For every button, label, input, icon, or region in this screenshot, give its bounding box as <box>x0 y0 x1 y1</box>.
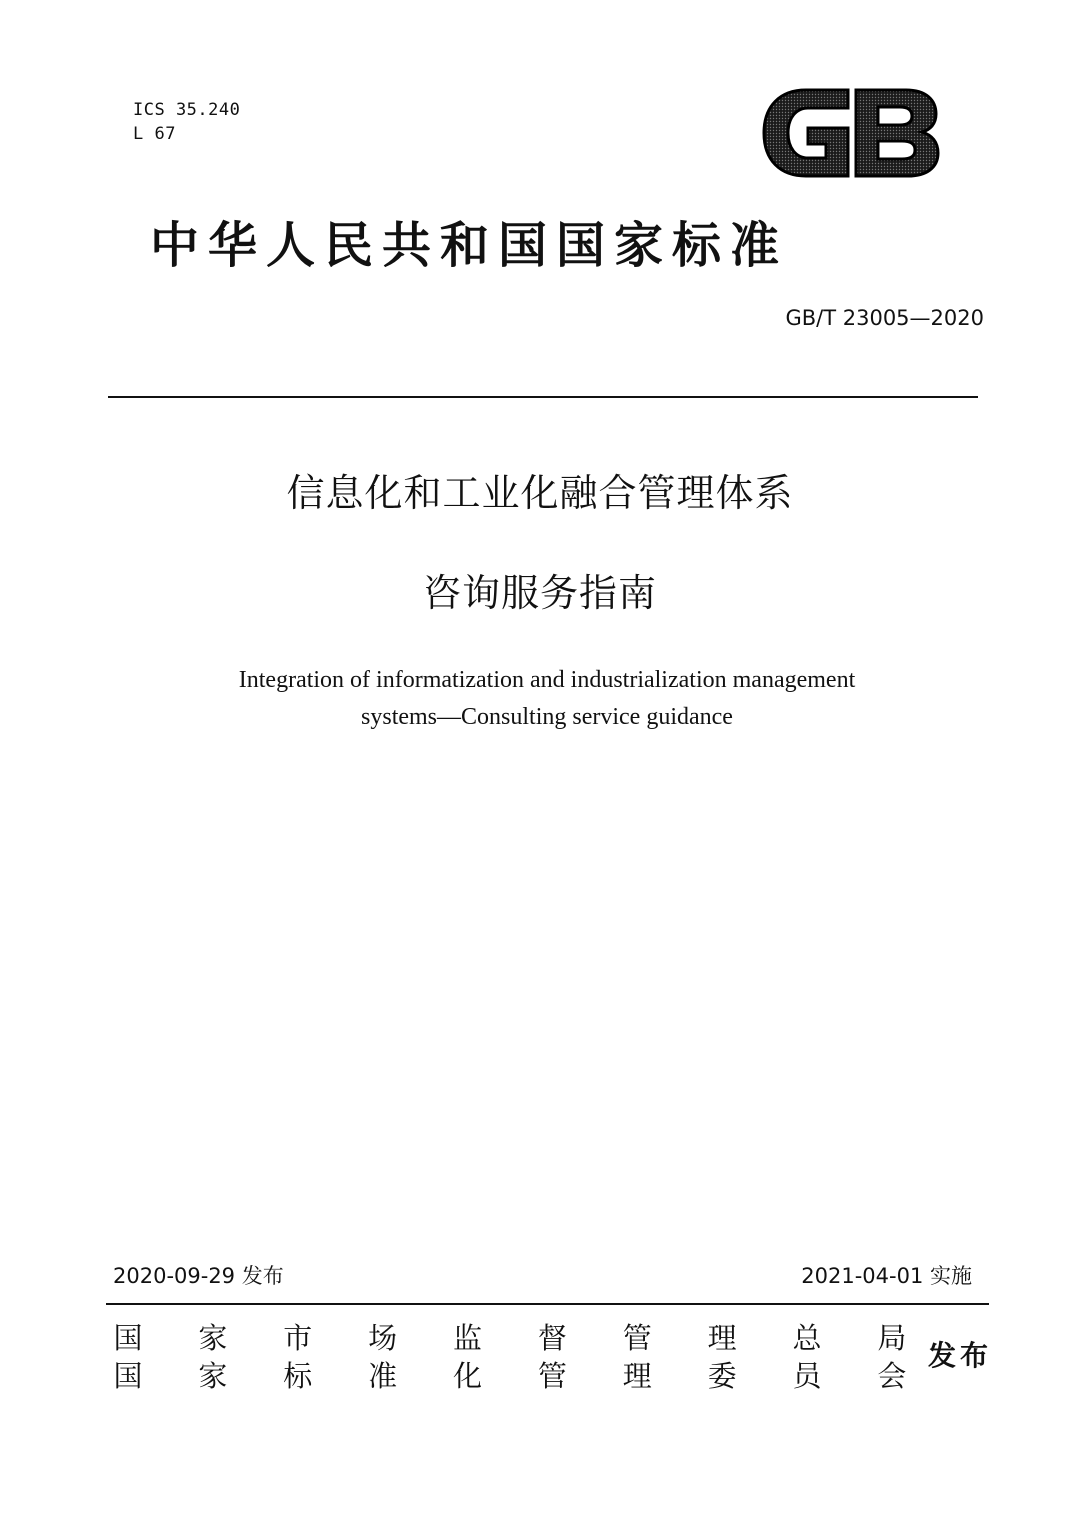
gb-logo-icon <box>760 84 942 182</box>
issuer-char: 国 <box>113 1321 143 1355</box>
publish-label: 发布 <box>928 1339 993 1372</box>
issuer-char: 理 <box>622 1359 652 1393</box>
ics-code: ICS 35.240 <box>133 100 241 120</box>
english-title-line-1: Integration of informatization and industrialization management <box>238 667 856 693</box>
issuer-char: 家 <box>198 1321 228 1355</box>
issuer-char: 场 <box>368 1321 398 1355</box>
issuer-char: 化 <box>452 1359 482 1393</box>
issuer-char: 监 <box>452 1321 482 1355</box>
issue-date: 2020-09-29 发布 <box>113 1264 284 1288</box>
national-standard-title: 中华人民共和国国家标准 <box>150 216 789 274</box>
ccs-code: L 67 <box>133 124 176 144</box>
english-title-line-2: systems—Consulting service guidance <box>361 704 733 730</box>
issuer-char: 管 <box>622 1321 652 1355</box>
issuer-char: 员 <box>792 1359 822 1393</box>
issuer-char: 督 <box>537 1321 567 1355</box>
issuer-char: 准 <box>368 1359 398 1393</box>
classification-codes <box>133 98 240 146</box>
implementation-date: 2021-04-01 实施 <box>801 1264 972 1288</box>
issuer-char: 理 <box>707 1321 737 1355</box>
standard-number: GB/T 23005—2020 <box>785 306 984 330</box>
chinese-title-line-2: 咨询服务指南 <box>422 571 657 615</box>
issuer-samr <box>110 1318 910 1358</box>
issuer-char: 委 <box>707 1359 737 1393</box>
issuer-char: 总 <box>792 1321 822 1355</box>
issuer-char: 管 <box>537 1359 567 1393</box>
bottom-divider <box>106 1303 989 1305</box>
issuer-char: 家 <box>198 1359 228 1393</box>
issuer-char: 市 <box>283 1321 313 1355</box>
issuer-char: 标 <box>283 1359 313 1393</box>
chinese-title-line-1: 信息化和工业化融合管理体系 <box>286 471 794 515</box>
issuer-char: 局 <box>877 1321 907 1355</box>
issuer-char: 会 <box>877 1359 907 1393</box>
top-divider <box>108 396 978 398</box>
issuer-char: 国 <box>113 1359 143 1393</box>
issuer-sac <box>110 1356 910 1396</box>
